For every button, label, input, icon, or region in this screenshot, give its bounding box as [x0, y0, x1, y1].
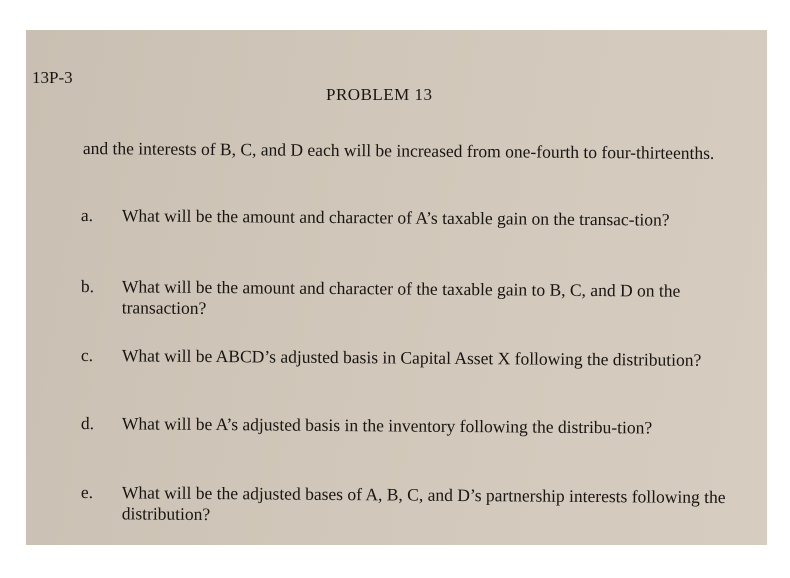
- question-b: [81, 276, 741, 323]
- question-letter: a.: [80, 205, 94, 226]
- question-text: What will be the adjusted bases of A, B, C, and D’s partnership interests following the distribution?: [121, 482, 726, 525]
- intro-paragraph: and the interests of B, C, and D each will be increased from one-fourth to four-thirteenths.: [82, 138, 715, 163]
- question-a: [81, 205, 741, 231]
- document-page: [26, 30, 767, 545]
- question-letter: d.: [80, 413, 95, 434]
- question-text: What will be the amount and character of A’s taxable gain on the transac-tion?: [121, 205, 670, 230]
- problem-title: PROBLEM 13: [326, 85, 433, 104]
- question-letter: e.: [80, 482, 94, 503]
- question-d: [81, 413, 741, 439]
- question-text: What will be A’s adjusted basis in the inventory following the distribu-tion?: [121, 413, 653, 438]
- question-e: [81, 482, 741, 529]
- question-text: What will be ABCD’s adjusted basis in Capital Asset X following the distribution?: [121, 345, 702, 370]
- question-letter: b.: [80, 276, 95, 297]
- question-text: What will be the amount and character of the taxable gain to B, C, and D on the transaction?: [121, 276, 681, 318]
- question-letter: c.: [80, 345, 94, 366]
- question-c: [81, 345, 741, 371]
- page-number: 13P-3: [32, 68, 73, 87]
